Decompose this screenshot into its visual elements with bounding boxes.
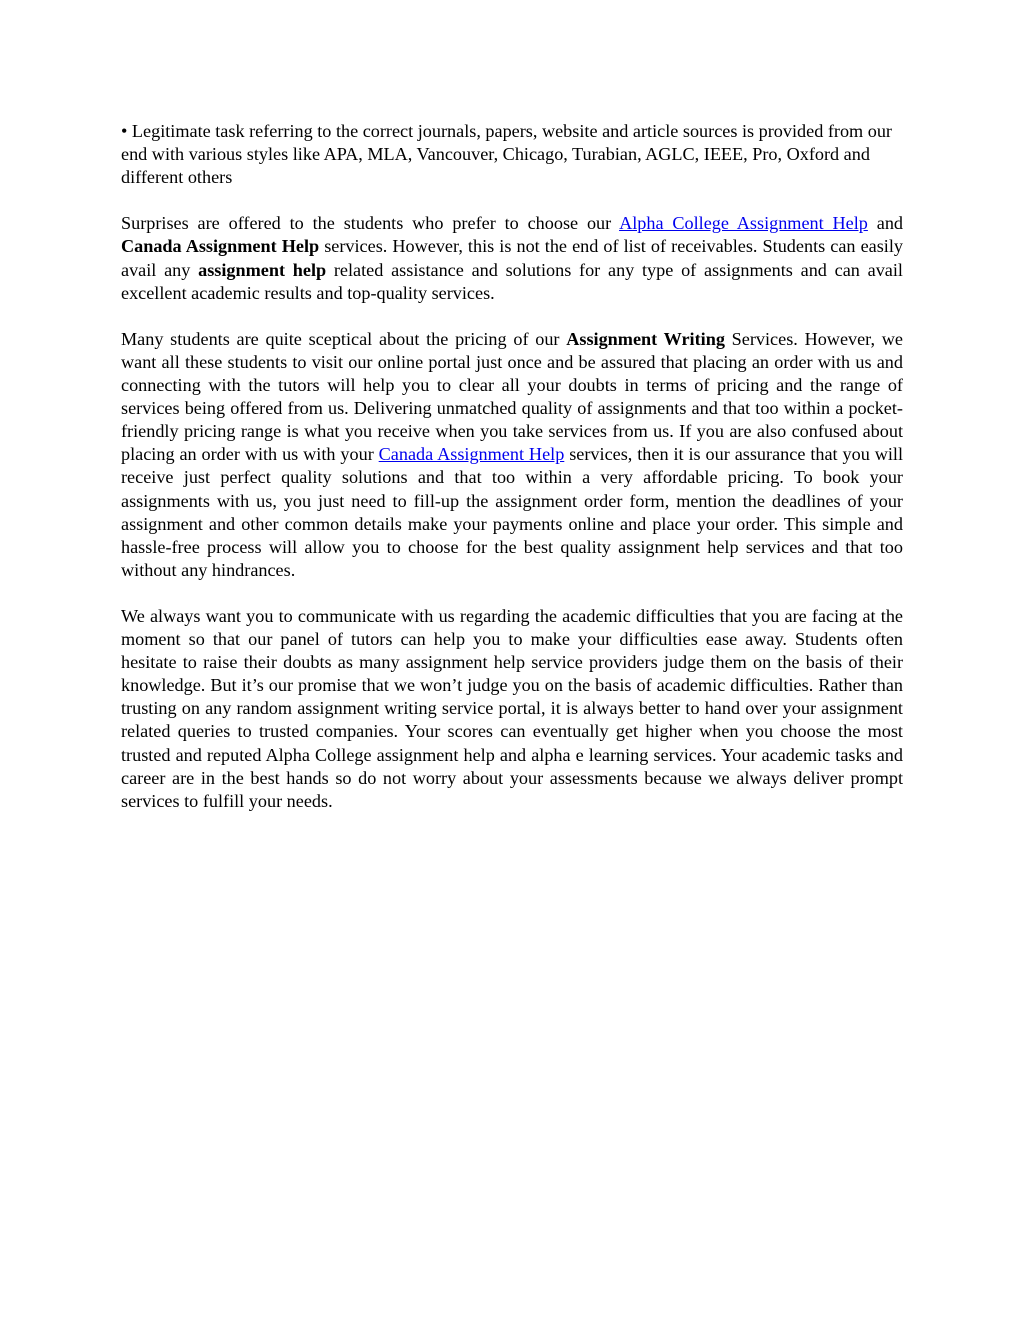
paragraph-text: and	[867, 213, 904, 234]
bold-text: assignment help	[198, 259, 327, 280]
paragraph-text: Many students are quite sceptical about the pricing of our	[121, 328, 567, 349]
bold-text: Assignment Writing	[566, 328, 725, 349]
paragraph-surprises	[121, 212, 903, 304]
paragraph-text: Services. However, we want all these students to visit our online portal just once and be assured that placing an order with us and connecting with the tutors will help you to clear all your doubts in terms of pricing and the range of services being offered from us. Delivering unmatched quality of assignments and that too within a pocket-friendly pricing range is what you receive when you take services from us. If you are also confused about placing an order with us with your	[121, 328, 904, 465]
canada-assignment-help-link[interactable]: Canada Assignment Help	[378, 444, 565, 465]
paragraph-communicate	[121, 605, 903, 813]
alpha-college-assignment-help-link[interactable]: Alpha College Assignment Help	[619, 213, 868, 234]
paragraph-text: We always want you to communicate with us regarding the academic difficulties that you are facing at the moment so that our panel of tutors can help you to make your difficulties ease away. Students often hesitate to raise their doubts as many assignment help service providers judge them on the basis of their knowledge. But it’s our promise that we won’t judge you on the basis of academic difficulties. Rather than trusting on any random assignment writing service portal, it is always better to hand over your assignment related queries to trusted companies. Your scores can eventually get higher when you choose the most trusted and reputed Alpha College assignment help and alpha e learning services. Your academic tasks and career are in the best hands so do not worry about your assessments because we always deliver prompt services to fulfill your needs.	[121, 605, 903, 811]
paragraph-text: services. However, this is not the end of list of receivables. Students can easily avail any	[121, 236, 903, 280]
paragraph-text: Surprises are offered to the students who prefer to choose our	[121, 213, 620, 234]
paragraph-pricing	[121, 328, 903, 582]
bold-text: Canada Assignment Help	[121, 236, 320, 257]
paragraph-bullet-citation-styles	[121, 120, 903, 189]
paragraph-text: related assistance and solutions for any type of assignments and can avail excellent academic results and top-quality services.	[121, 259, 903, 303]
paragraph-text: • Legitimate task referring to the correct journals, papers, website and article sources is provided from our end with various styles like APA, MLA, Vancouver, Chicago, Turabian, AGLC, IEEE, Pro, Oxford and different others	[121, 121, 892, 188]
document-page	[121, 120, 903, 836]
paragraph-text: services, then it is our assurance that you will receive just perfect quality solutions and that too within a very affordable pricing. To book your assignments with us, you just need to fill-up the assignment order form, mention the deadlines of your assignment and other common details make your payments online and place your order. This simple and hassle-free process will allow you to choose for the best quality assignment help services and that too without any hindrances.	[121, 444, 903, 580]
